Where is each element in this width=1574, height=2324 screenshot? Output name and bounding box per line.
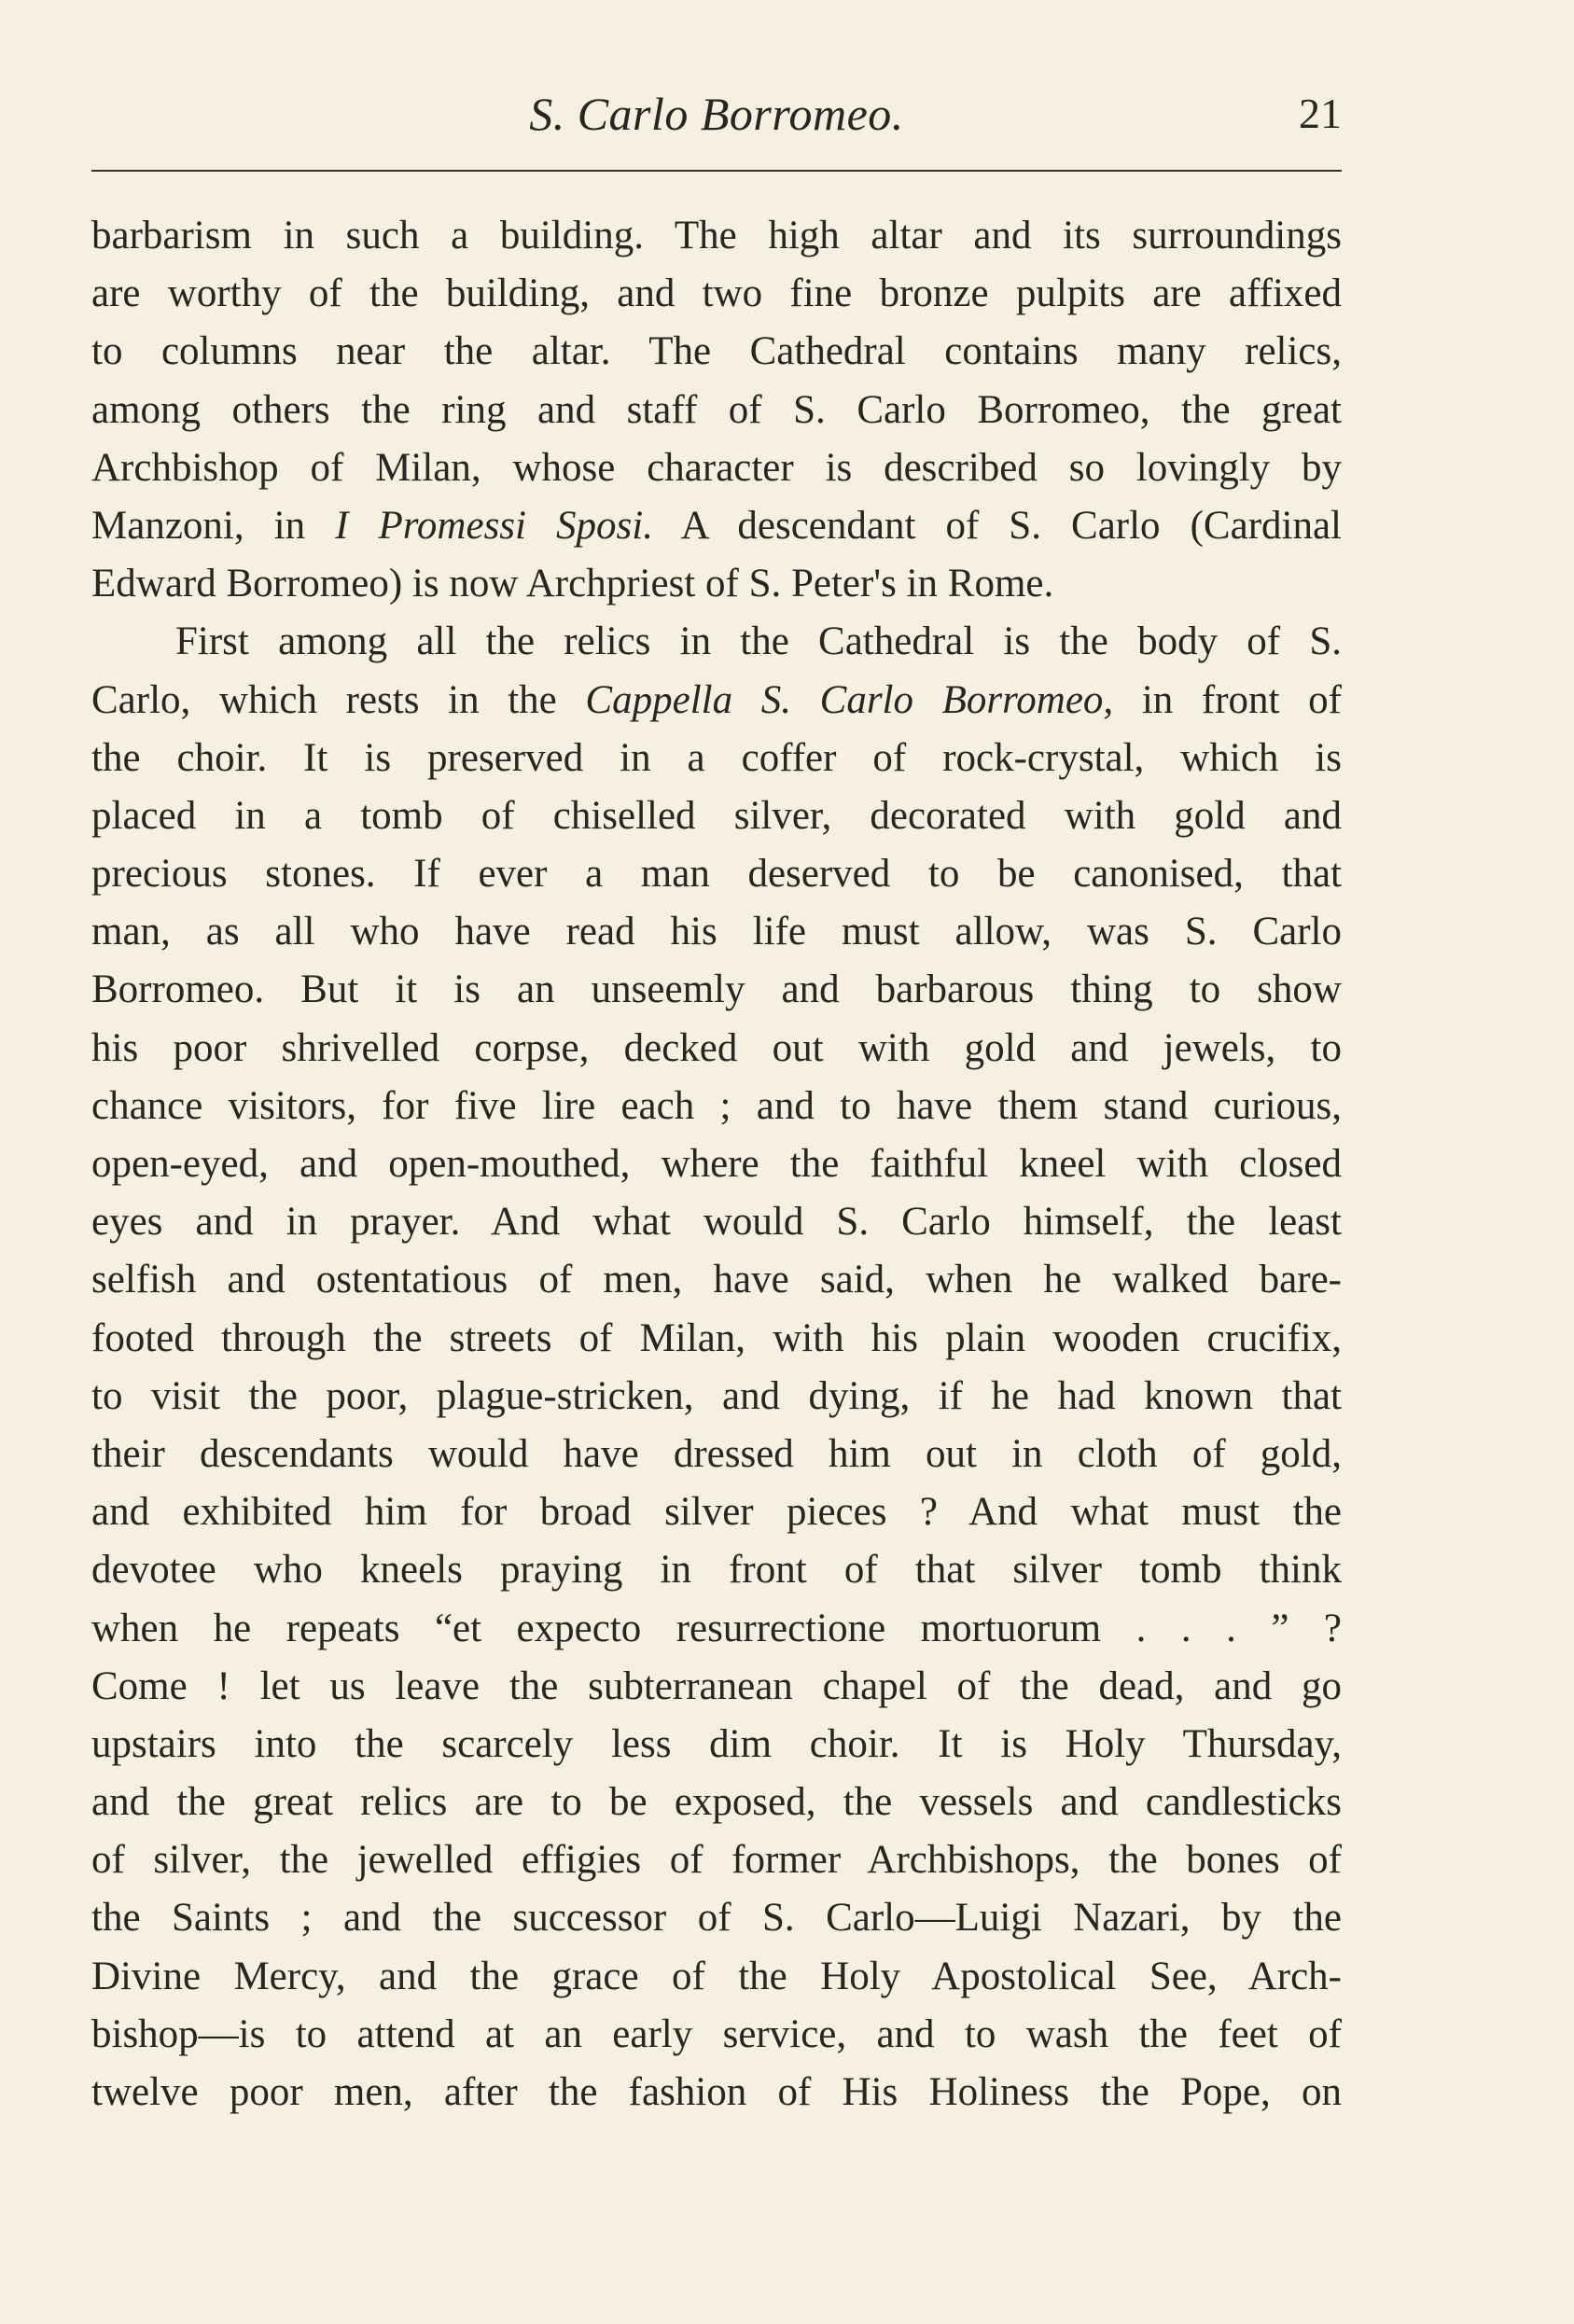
text-run: A descendant of S. Carlo (Cardinal xyxy=(652,503,1342,548)
text-line: the choir. It is preserved in a coffer of rock-crystal, which is xyxy=(91,735,1342,780)
text-line: footed through the streets of Milan, with his plain wooden crucifix, xyxy=(91,1315,1342,1360)
text-line: Archbishop of Milan, whose character is described so lovingly by xyxy=(91,445,1342,490)
text-line: when he repeats “et expecto resurrectione mortuorum . . . ” ? xyxy=(91,1606,1342,1650)
text-line: barbarism in such a building. The high altar and its surroundings xyxy=(91,214,1342,257)
text-line: the Saints ; and the successor of S. Carlo—Luigi Nazari, by the xyxy=(91,1896,1342,1941)
text-line: bishop—is to attend at an early service, and to wash the feet of xyxy=(91,2011,1342,2056)
text-line: Edward Borromeo) is now Archpriest of S. Peter's in Rome. xyxy=(91,562,1054,606)
text-line: to visit the poor, plague-stricken, and dying, if he had known that xyxy=(91,1373,1342,1418)
text-line xyxy=(91,497,1342,555)
body-text xyxy=(91,207,1342,2122)
chapel-name: Cappella S. Carlo Borromeo, xyxy=(585,677,1114,722)
text-line: to columns near the altar. The Cathedral contains many relics, xyxy=(91,329,1342,374)
text-line: chance visitors, for five lire each ; and to have them stand curious, xyxy=(91,1083,1342,1128)
text-line: placed in a tomb of chiselled silver, decorated with gold and xyxy=(91,793,1342,838)
text-line: their descendants would have dressed him out in cloth of gold, xyxy=(91,1431,1342,1476)
text-line: selfish and ostentatious of men, have said, when he walked bare- xyxy=(91,1258,1342,1302)
text-run: Manzoni, in xyxy=(91,503,336,548)
text-line: and the great relics are to be exposed, the vessels and candlesticks xyxy=(91,1780,1342,1825)
text-line: twelve poor men, after the fashion of His Holiness the Pope, on xyxy=(91,2070,1342,2114)
header-rule xyxy=(91,170,1342,172)
text-line: are worthy of the building, and two fine bronze pulpits are affixed xyxy=(91,271,1342,316)
page-number: 21 xyxy=(1299,90,1342,137)
text-line: Borromeo. But it is an unseemly and barbarous thing to show xyxy=(91,967,1342,1012)
running-head xyxy=(91,86,1342,142)
text-run: in front of xyxy=(1113,677,1342,722)
paragraph-start-line: First among all the relics in the Cathedral is the body of S. xyxy=(175,619,1342,664)
text-line: man, as all who have read his life must allow, was S. Carlo xyxy=(91,910,1342,954)
text-line: upstairs into the scarcely less dim choir. It is Holy Thursday, xyxy=(91,1721,1342,1766)
text-line: his poor shrivelled corpse, decked out with gold and jewels, to xyxy=(91,1025,1342,1070)
text-line: Divine Mercy, and the grace of the Holy Apostolical See, Arch- xyxy=(91,1954,1342,1998)
text-line: open-eyed, and open-mouthed, where the faithful kneel with closed xyxy=(91,1142,1342,1186)
book-title: I Promessi Sposi. xyxy=(335,503,653,548)
text-line: eyes and in prayer. And what would S. Carlo himself, the least xyxy=(91,1200,1342,1245)
text-line: among others the ring and staff of S. Carlo Borromeo, the great xyxy=(91,387,1342,432)
text-line: devotee who kneels praying in front of that silver tomb think xyxy=(91,1548,1342,1593)
text-line: of silver, the jewelled effigies of former Archbishops, the bones of xyxy=(91,1838,1342,1883)
text-run: Carlo, which rests in the xyxy=(91,677,586,722)
text-line xyxy=(91,672,1342,730)
running-title: S. Carlo Borromeo. xyxy=(529,88,904,140)
text-line: precious stones. If ever a man deserved to be canonised, that xyxy=(91,852,1342,897)
text-line: Come ! let us leave the subterranean chapel of the dead, and go xyxy=(91,1663,1342,1708)
text-line: and exhibited him for broad silver pieces ? And what must the xyxy=(91,1490,1342,1535)
